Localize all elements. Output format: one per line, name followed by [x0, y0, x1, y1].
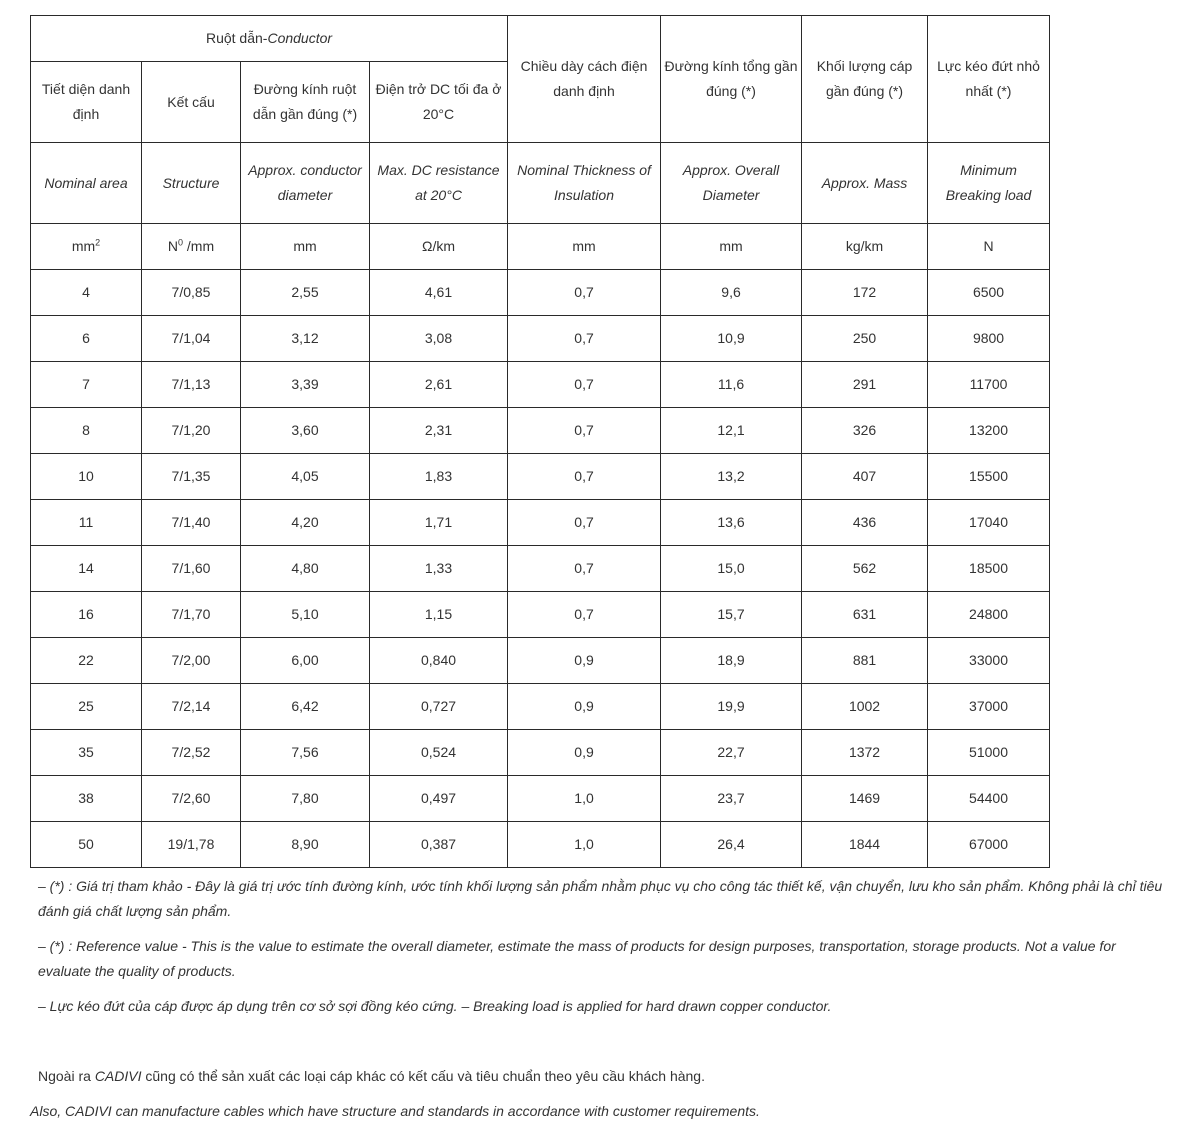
- table-row: [31, 454, 1050, 500]
- conductor-diameter-unit: mm: [241, 224, 370, 270]
- structure-cell: 7/2,60: [142, 776, 241, 822]
- breaking-load-cell: 18500: [928, 546, 1050, 592]
- conductor-diameter-cell: 3,39: [241, 362, 370, 408]
- mass-cell: 1002: [802, 684, 928, 730]
- overall-diameter-cell: 9,6: [661, 270, 802, 316]
- conductor-diameter-header-en: Approx. conductor diameter: [241, 143, 370, 224]
- mass-cell: 562: [802, 546, 928, 592]
- breaking-load-cell: 13200: [928, 408, 1050, 454]
- insulation-cell: 1,0: [508, 822, 661, 868]
- resistance-cell: 1,33: [370, 546, 508, 592]
- resistance-cell: 4,61: [370, 270, 508, 316]
- header-row-group: [31, 16, 1050, 62]
- area-cell: 11: [31, 500, 142, 546]
- area-cell: 14: [31, 546, 142, 592]
- area-cell: 50: [31, 822, 142, 868]
- table-row: [31, 316, 1050, 362]
- overall-diameter-cell: 22,7: [661, 730, 802, 776]
- table-row: [31, 592, 1050, 638]
- mass-cell: 1469: [802, 776, 928, 822]
- structure-cell: 7/1,04: [142, 316, 241, 362]
- table-row: [31, 684, 1050, 730]
- structure-cell: 7/2,14: [142, 684, 241, 730]
- structure-cell: 7/2,00: [142, 638, 241, 684]
- structure-cell: 7/1,20: [142, 408, 241, 454]
- area-cell: 4: [31, 270, 142, 316]
- table-row: [31, 730, 1050, 776]
- area-unit: $mm^2$: [31, 224, 142, 270]
- structure-cell: 7/1,40: [142, 500, 241, 546]
- conductor-diameter-cell: 7,80: [241, 776, 370, 822]
- conductor-diameter-cell: 3,60: [241, 408, 370, 454]
- footnote-en: – (*) : Reference value - This is the value to estimate the overall diameter, estimate the mass of products for design purposes, transportation, storage products. Not a value for evaluate the quality of products.: [38, 938, 1116, 979]
- resistance-header-vn: Điện trở DC tối đa ở 20°C: [370, 62, 508, 143]
- mass-cell: 631: [802, 592, 928, 638]
- resistance-cell: 2,31: [370, 408, 508, 454]
- mass-cell: 436: [802, 500, 928, 546]
- breaking-load-cell: 67000: [928, 822, 1050, 868]
- insulation-header-vn: Chiều dày cách điện danh định: [508, 16, 661, 143]
- area-cell: 35: [31, 730, 142, 776]
- footnote-breaking-load: – Lực kéo đứt của cáp được áp dụng trên cơ sở sợi đồng kéo cứng. – Breaking load is applied for hard drawn copper conductor.: [38, 998, 832, 1014]
- area-cell: 10: [31, 454, 142, 500]
- conductor-diameter-cell: 4,80: [241, 546, 370, 592]
- insulation-cell: 0,7: [508, 408, 661, 454]
- overall-diameter-header-vn: Đường kính tổng gần đúng (*): [661, 16, 802, 143]
- mass-cell: 407: [802, 454, 928, 500]
- conductor-diameter-header-vn: Đường kính ruột dẫn gần đúng (*): [241, 62, 370, 143]
- table-row: [31, 270, 1050, 316]
- insulation-cell: 1,0: [508, 776, 661, 822]
- insulation-cell: 0,7: [508, 592, 661, 638]
- resistance-cell: 0,497: [370, 776, 508, 822]
- mass-cell: 881: [802, 638, 928, 684]
- area-header-vn: Tiết diện danh định: [31, 62, 142, 143]
- resistance-cell: 1,71: [370, 500, 508, 546]
- resistance-cell: 0,840: [370, 638, 508, 684]
- cable-spec-table: [30, 15, 1050, 868]
- resistance-cell: 3,08: [370, 316, 508, 362]
- breaking-load-cell: 17040: [928, 500, 1050, 546]
- resistance-cell: 0,387: [370, 822, 508, 868]
- conductor-diameter-cell: 8,90: [241, 822, 370, 868]
- closing-note-vn: Ngoài ra CADIVI cũng có thể sản xuất các loại cáp khác có kết cấu và tiêu chuẩn theo yêu cầu khách hàng.: [38, 1068, 705, 1084]
- insulation-cell: 0,7: [508, 270, 661, 316]
- conductor-diameter-cell: 3,12: [241, 316, 370, 362]
- resistance-cell: 0,524: [370, 730, 508, 776]
- breaking-load-header-vn: Lực kéo đứt nhỏ nhất (*): [928, 16, 1050, 143]
- insulation-unit: mm: [508, 224, 661, 270]
- resistance-cell: 2,61: [370, 362, 508, 408]
- breaking-load-cell: 15500: [928, 454, 1050, 500]
- overall-diameter-cell: 18,9: [661, 638, 802, 684]
- overall-diameter-cell: 15,7: [661, 592, 802, 638]
- insulation-cell: 0,9: [508, 684, 661, 730]
- mass-cell: 291: [802, 362, 928, 408]
- overall-diameter-cell: 23,7: [661, 776, 802, 822]
- structure-unit: $N^0$ /mm: [142, 224, 241, 270]
- overall-diameter-cell: 19,9: [661, 684, 802, 730]
- mass-header-en: Approx. Mass: [802, 143, 928, 224]
- breaking-load-cell: 11700: [928, 362, 1050, 408]
- structure-header-vn: Kết cấu: [142, 62, 241, 143]
- conductor-diameter-cell: 6,00: [241, 638, 370, 684]
- overall-diameter-unit: mm: [661, 224, 802, 270]
- table-row: [31, 776, 1050, 822]
- breaking-load-cell: 6500: [928, 270, 1050, 316]
- insulation-cell: 0,7: [508, 362, 661, 408]
- conductor-diameter-cell: 5,10: [241, 592, 370, 638]
- table-row: [31, 638, 1050, 684]
- overall-diameter-cell: 15,0: [661, 546, 802, 592]
- mass-cell: 172: [802, 270, 928, 316]
- breaking-load-cell: 54400: [928, 776, 1050, 822]
- resistance-unit: Ω/km: [370, 224, 508, 270]
- header-row-en: [31, 143, 1050, 224]
- structure-cell: 7/0,85: [142, 270, 241, 316]
- overall-diameter-cell: 10,9: [661, 316, 802, 362]
- breaking-load-cell: 33000: [928, 638, 1050, 684]
- overall-diameter-cell: 26,4: [661, 822, 802, 868]
- breaking-load-cell: 9800: [928, 316, 1050, 362]
- table-row: [31, 822, 1050, 868]
- mass-header-vn: Khối lượng cáp gần đúng (*): [802, 16, 928, 143]
- area-cell: 16: [31, 592, 142, 638]
- footnote-vn: – (*) : Giá trị tham khảo - Đây là giá trị ước tính đường kính, ước tính khối lượng sản phẩm nhằm phục vụ cho công tác thiết kế, vận chuyển, lưu kho sản phẩm. Không phải là chỉ tiêu đánh giá chất lượng sản phẩm.: [38, 878, 1163, 919]
- table-row: [31, 362, 1050, 408]
- table-row: [31, 546, 1050, 592]
- structure-cell: 7/1,13: [142, 362, 241, 408]
- units-row: [31, 224, 1050, 270]
- conductor-diameter-cell: 7,56: [241, 730, 370, 776]
- breaking-load-cell: 51000: [928, 730, 1050, 776]
- overall-diameter-cell: 13,6: [661, 500, 802, 546]
- mass-cell: 1844: [802, 822, 928, 868]
- structure-cell: 7/1,60: [142, 546, 241, 592]
- area-cell: 8: [31, 408, 142, 454]
- area-header-en: Nominal area: [31, 143, 142, 224]
- area-cell: 6: [31, 316, 142, 362]
- insulation-header-en: Nominal Thickness of Insulation: [508, 143, 661, 224]
- structure-cell: 7/1,70: [142, 592, 241, 638]
- mass-cell: 326: [802, 408, 928, 454]
- resistance-header-en: Max. DC resistance at 20°C: [370, 143, 508, 224]
- table-row: [31, 408, 1050, 454]
- insulation-cell: 0,7: [508, 546, 661, 592]
- breaking-load-cell: 24800: [928, 592, 1050, 638]
- overall-diameter-cell: 11,6: [661, 362, 802, 408]
- area-cell: 38: [31, 776, 142, 822]
- breaking-load-header-en: Minimum Breaking load: [928, 143, 1050, 224]
- insulation-cell: 0,7: [508, 500, 661, 546]
- mass-cell: 1372: [802, 730, 928, 776]
- breaking-load-cell: 37000: [928, 684, 1050, 730]
- table-row: [31, 500, 1050, 546]
- area-cell: 25: [31, 684, 142, 730]
- breaking-load-unit: N: [928, 224, 1050, 270]
- area-cell: 7: [31, 362, 142, 408]
- insulation-cell: 0,9: [508, 730, 661, 776]
- area-cell: 22: [31, 638, 142, 684]
- resistance-cell: 1,83: [370, 454, 508, 500]
- structure-header-en: Structure: [142, 143, 241, 224]
- conductor-diameter-cell: 4,20: [241, 500, 370, 546]
- conductor-diameter-cell: 2,55: [241, 270, 370, 316]
- insulation-cell: 0,7: [508, 316, 661, 362]
- conductor-group-header: Ruột dẫn-Conductor: [31, 16, 508, 62]
- footnotes: [38, 874, 1163, 1029]
- mass-cell: 250: [802, 316, 928, 362]
- insulation-cell: 0,7: [508, 454, 661, 500]
- overall-diameter-cell: 12,1: [661, 408, 802, 454]
- resistance-cell: 1,15: [370, 592, 508, 638]
- structure-cell: 7/1,35: [142, 454, 241, 500]
- closing-note-en: Also, CADIVI can manufacture cables which have structure and standards in accordance with customer requirements.: [30, 1103, 760, 1119]
- structure-cell: 7/2,52: [142, 730, 241, 776]
- resistance-cell: 0,727: [370, 684, 508, 730]
- conductor-diameter-cell: 4,05: [241, 454, 370, 500]
- overall-diameter-cell: 13,2: [661, 454, 802, 500]
- mass-unit: kg/km: [802, 224, 928, 270]
- structure-cell: 19/1,78: [142, 822, 241, 868]
- conductor-diameter-cell: 6,42: [241, 684, 370, 730]
- overall-diameter-header-en: Approx. Overall Diameter: [661, 143, 802, 224]
- insulation-cell: 0,9: [508, 638, 661, 684]
